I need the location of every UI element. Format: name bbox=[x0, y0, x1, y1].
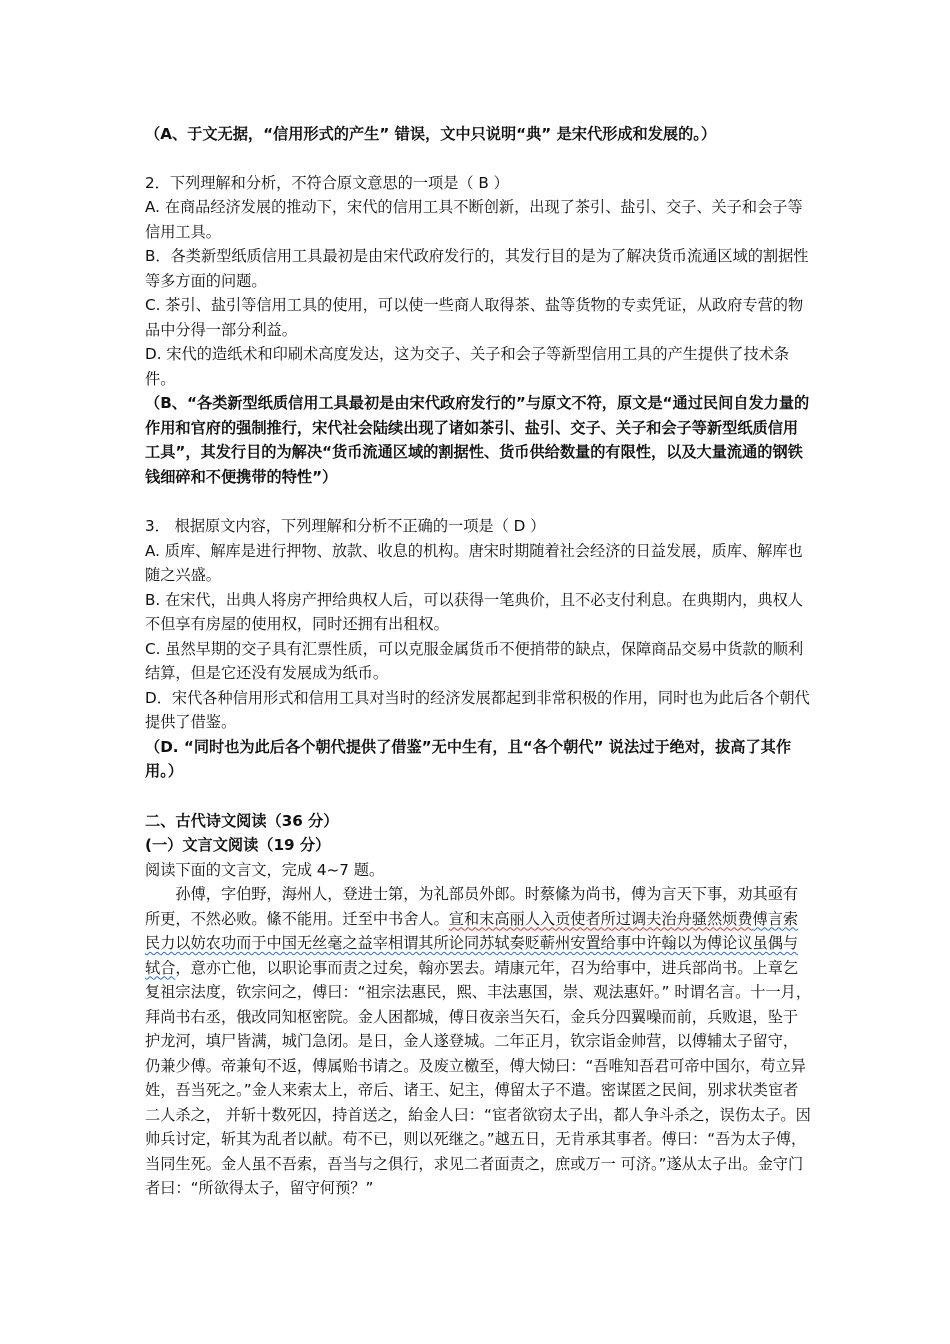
classical-passage bbox=[145, 882, 813, 1201]
section-title: 二、古代诗文阅读（36 分） bbox=[145, 811, 339, 830]
question-3-option-a: A. 质库、解库是进行押物、放款、收息的机构。唐宋时期随着社会经济的日益发展，质库、解库也随之兴盛。 bbox=[145, 541, 803, 584]
question-2-option-a: A. 在商品经济发展的推动下，宋代的信用工具不断创新，出现了茶引、盐引、交子、关子和会子等信用工具。 bbox=[145, 198, 803, 241]
passage-part-2: ，意亦亡他，以职论事而责之过矣，翰亦罢去。靖康元年，召为给事中，进兵部尚书。上章乞复祖宗法度，钦宗问之，傅曰：“祖宗法惠民，熙、丰法惠国，崇、观法惠奸。” 时谓名言。十一月，拜尚书右丞，俄改同知枢密院。金人困都城，傅日夜亲当矢石，金兵分四翼噪而前，兵败退，坠于护龙河，填尸皆满，城门急闭。是日，金人遂登城。二年正月，钦宗诣金帅营，以傅辅太子留守，仍兼少傅。帝兼旬不返，傅属贻书请之。及废立檄至，傅大恸曰：“吾唯知吾君可帝中国尔，苟立异姓，吾当死之。”金人来索太上，帝后、诸王、妃主，傅留太子不遣。密谋匿之民间，别求状类宦者二人杀之， 并斩十数死囚，持首送之，紿金人曰：“宦者欲窃太子出，都人争斗杀之，误伤太子。因帅兵讨定，斩其为乱者以献。苟不已，则以死继之。”越五日，无肯承其事者。傅曰：“吾为太子傅，当同生死。金人虽不吾索，吾当与之俱行，求见二者面责之，庶或万一 可济。”遂从太子出。金守门者曰：“所欲得太子，留守何预？” bbox=[145, 958, 812, 1197]
question-3-option-b: B. 在宋代，出典人将房产押给典权人后，可以获得一笔典价，且不必支付利息。在典期内，典权人不但享有房屋的使用权，同时还拥有出租权。 bbox=[145, 590, 803, 633]
question-3-option-c: C. 虽然早期的交子具有汇票性质，可以克服金属货币不便捎带的缺点，保障商品交易中货款的顺利结算，但是它还没有发展成为纸币。 bbox=[145, 639, 804, 682]
passage-part-1: 孙傅，字伯野，海州人，登进士第，为礼部员外郎。时蔡絛为尚书，傅为言天下事，劝其亟有所更，不然必败。絛不能用。迁至中书舍人。 bbox=[145, 885, 799, 928]
question-2-stem: 2．下列理解和分析，不符合原文意思的一项是（ B ） bbox=[145, 173, 509, 192]
question-3-stem: 3． 根据原文内容，下列理解和分析不正确的一项是（ D ） bbox=[145, 517, 546, 535]
question-2-option-d: D. 宋代的造纸术和印刷术高度发达，这为交子、关子和会子等新型信用工具的产生提供了技术条件。 bbox=[145, 345, 790, 388]
answer-2-explanation: （B、“各类新型纸质信用工具最初是由宋代政府发行的”与原文不符，原文是“通过民间自发力量的作用和官府的强制推行，宋代社会陆续出现了诸如茶引、盐引、交子、关子和会子等新型纸质信用工具”，其发行目的为解决“货币流通区域的割据性、货币供给数量的有限性，以及大量流通的钢铁钱细碎和不便携带的特性”） bbox=[145, 394, 810, 486]
section-instruction: 阅读下面的文言文，完成 4~7 题。 bbox=[145, 860, 385, 879]
answer-1-explanation: （A、于文无据，“信用形式的产生” 错误，文中只说明“典” 是宋代形成和发展的。） bbox=[145, 125, 717, 143]
spacer bbox=[145, 147, 813, 171]
document-page bbox=[145, 122, 813, 1201]
question-2-option-c: C. 茶引、盐引等信用工具的使用，可以使一些商人取得茶、盐等货物的专卖凭证，从政府专营的物品中分得一部分利益。 bbox=[145, 296, 804, 339]
passage-spellcheck-blue: 傅言索民力以妨农功而于中国无丝毫之益宰相谓其所论同苏轼奏贬蕲州安置给事中许翰以为傅论议虽偶与轼合 bbox=[145, 909, 799, 977]
question-2-option-b: B．各类新型纸质信用工具最初是由宋代政府发行的，其发行目的是为了解决货币流通区域的割据性等多方面的问题。 bbox=[145, 247, 809, 290]
question-3-option-d: D．宋代各种信用形式和信用工具对当时的经济发展都起到非常积极的作用，同时也为此后各个朝代提供了借鉴。 bbox=[145, 688, 810, 731]
spacer bbox=[145, 489, 813, 514]
passage-spellcheck-red: 宣和末高丽人入贡使者所过调夫治舟骚然烦费 bbox=[448, 909, 753, 928]
answer-3-explanation: （D. “同时也为此后各个朝代提供了借鉴”无中生有，且“各个朝代” 说法过于绝对，拔高了其作用。） bbox=[145, 737, 792, 780]
spacer bbox=[145, 784, 813, 809]
section-subtitle: (一）文言文阅读（19 分） bbox=[145, 836, 331, 854]
